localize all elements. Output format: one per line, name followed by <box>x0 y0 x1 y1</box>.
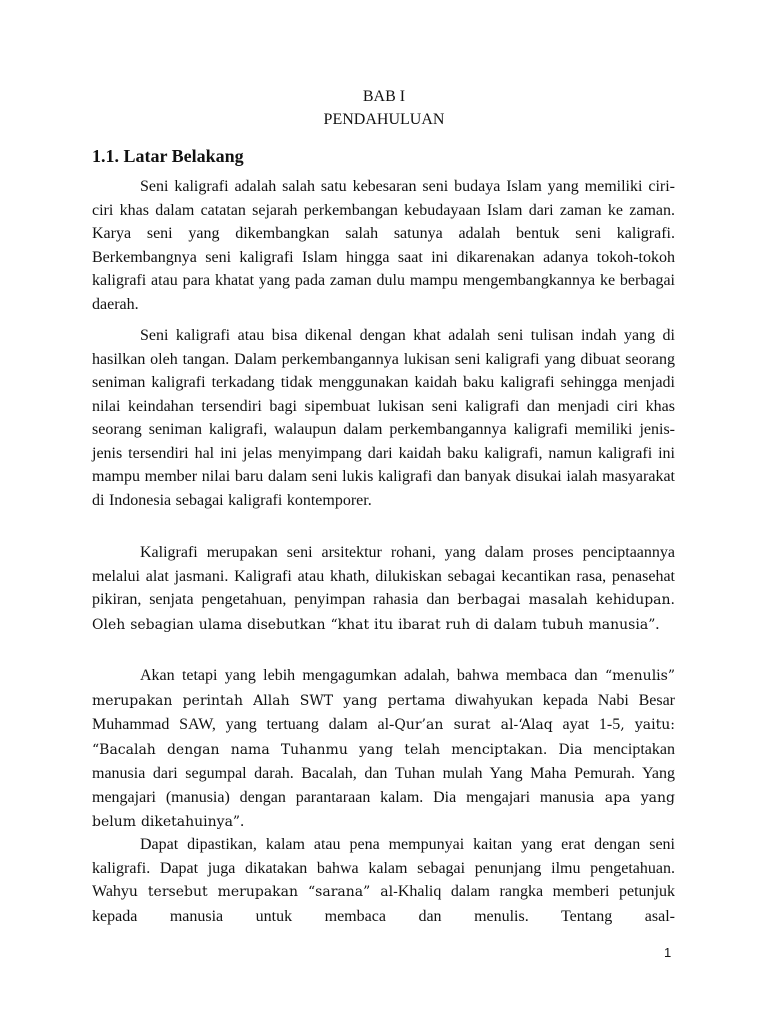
paragraph-4-run: ayat 1-5 <box>552 716 621 733</box>
paragraph-3 <box>92 541 675 637</box>
paragraph-4-quote-run: , yaitu: “Bacalah dengan nama Tuhanmu yang telah menciptakan. Dia <box>92 717 675 758</box>
paragraph-2-text: Seni kaligrafi atau bisa dikenal dengan khat adalah seni tulisan indah yang di hasilkan oleh tangan. Dalam perkembangannya lukisan seni kaligrafi yang dibuat seorang seniman kaligrafi terkadang tidak menggunakan kaidah baku kaligrafi sehingga menjadi nilai keindahan tersendiri bagi sipembuat lukisan seni kaligrafi dan menjadi ciri khas seorang seniman kaligrafi, walaupun dalam perkembangannya kaligrafi memiliki jenis-jenis tersendiri hal ini jelas menyimpang dari kaidah baku kaligrafi, namun kaligrafi ini mampu member nilai baru dalam seni lukis kaligrafi dan banyak disukai ialah masyarakat di Indonesia sebagai kaligrafi kontemporer. <box>92 327 675 509</box>
paragraph-5 <box>92 833 675 928</box>
paragraph-4-run: . <box>240 813 245 830</box>
paragraph-4-text <box>92 664 675 835</box>
paragraph-5-emphasis-run: u tersebut merupakan “sarana” al- <box>128 884 398 900</box>
paragraph-4-run: menciptakan manusia dari segumpal darah. Bacalah, dan Tuhan mulah Yang Maha Pemurah. Yang mengajari (manusia) dengan parantaraan kalam. Dia mengajari manus <box>92 740 675 806</box>
paragraph-5-text <box>92 833 675 928</box>
paragraph-3-text <box>92 541 675 637</box>
chapter-number: BAB I <box>362 88 406 105</box>
paragraph-4-emphasis-run: “menulis” merupakan perintah Allah SWT yang perta <box>92 668 675 709</box>
paragraph-4-emphasis-run: ia apa yang belum diketahuinya” <box>92 789 675 830</box>
section-heading: 1.1. Latar Belakang <box>92 146 244 166</box>
paragraph-1-text: Seni kaligrafi adalah salah satu kebesaran seni budaya Islam yang memiliki ciri-ciri khas dalam catatan sejarah perkembangan kebudayaan Islam dari zaman ke zaman. Karya seni yang dikembangkan salah satunya adalah bentuk seni kaligrafi. Berkembangnya seni kaligrafi Islam hingga saat ini dikarenakan adanya tokoh-tokoh kaligrafi atau para khatat yang pada zaman dulu mampu mengembangkannya ke berbagai daerah. <box>92 178 675 313</box>
paragraph-4-emphasis-run: Qur’an surat al-‘Alaq <box>394 717 553 733</box>
paragraph-1 <box>92 175 675 316</box>
paragraph-3-run: Kaligrafi merupakan seni arsitektur rohani, yang dalam proses penciptaannya melalui alat jasmani. Kaligrafi atau khath, dilukiskan sebagai kecantikan rasa, penasehat pikiran, senjata pengetahuan, penyimpan rahasia dan <box>92 544 675 608</box>
paragraph-2 <box>92 324 675 512</box>
paragraph-5-run: Khaliq dalam rangka memberi petunjuk kepada manusia untuk membaca dan menulis. Tentang asal- <box>92 883 675 925</box>
paragraph-3-run: . <box>655 615 660 633</box>
paragraph-5-run: Dapat dipastikan, kalam atau pena mempunyai kaitan yang erat dengan seni kaligrafi. Dapat juga dikatakan bahwa kalam sebagai penunjang ilmu pengetahuan. Wahy <box>92 836 675 900</box>
paragraph-4-run: Akan tetapi yang lebih mengagumkan adalah, bahwa membaca dan <box>140 667 605 684</box>
chapter-title: PENDAHULUAN <box>323 111 445 128</box>
paragraph-3-quote-run: berbagai masalah kehidupan. Oleh sebagian ulama disebutkan “khat itu ibarat ruh di dalam tubuh manusia” <box>92 592 675 633</box>
paragraph-4-run: ma diwahyukan kepada Nabi Besar Muhammad SAW, yang tertuang dalam al- <box>92 691 675 733</box>
paragraph-4 <box>92 664 675 835</box>
page-number: 1 <box>664 945 672 960</box>
